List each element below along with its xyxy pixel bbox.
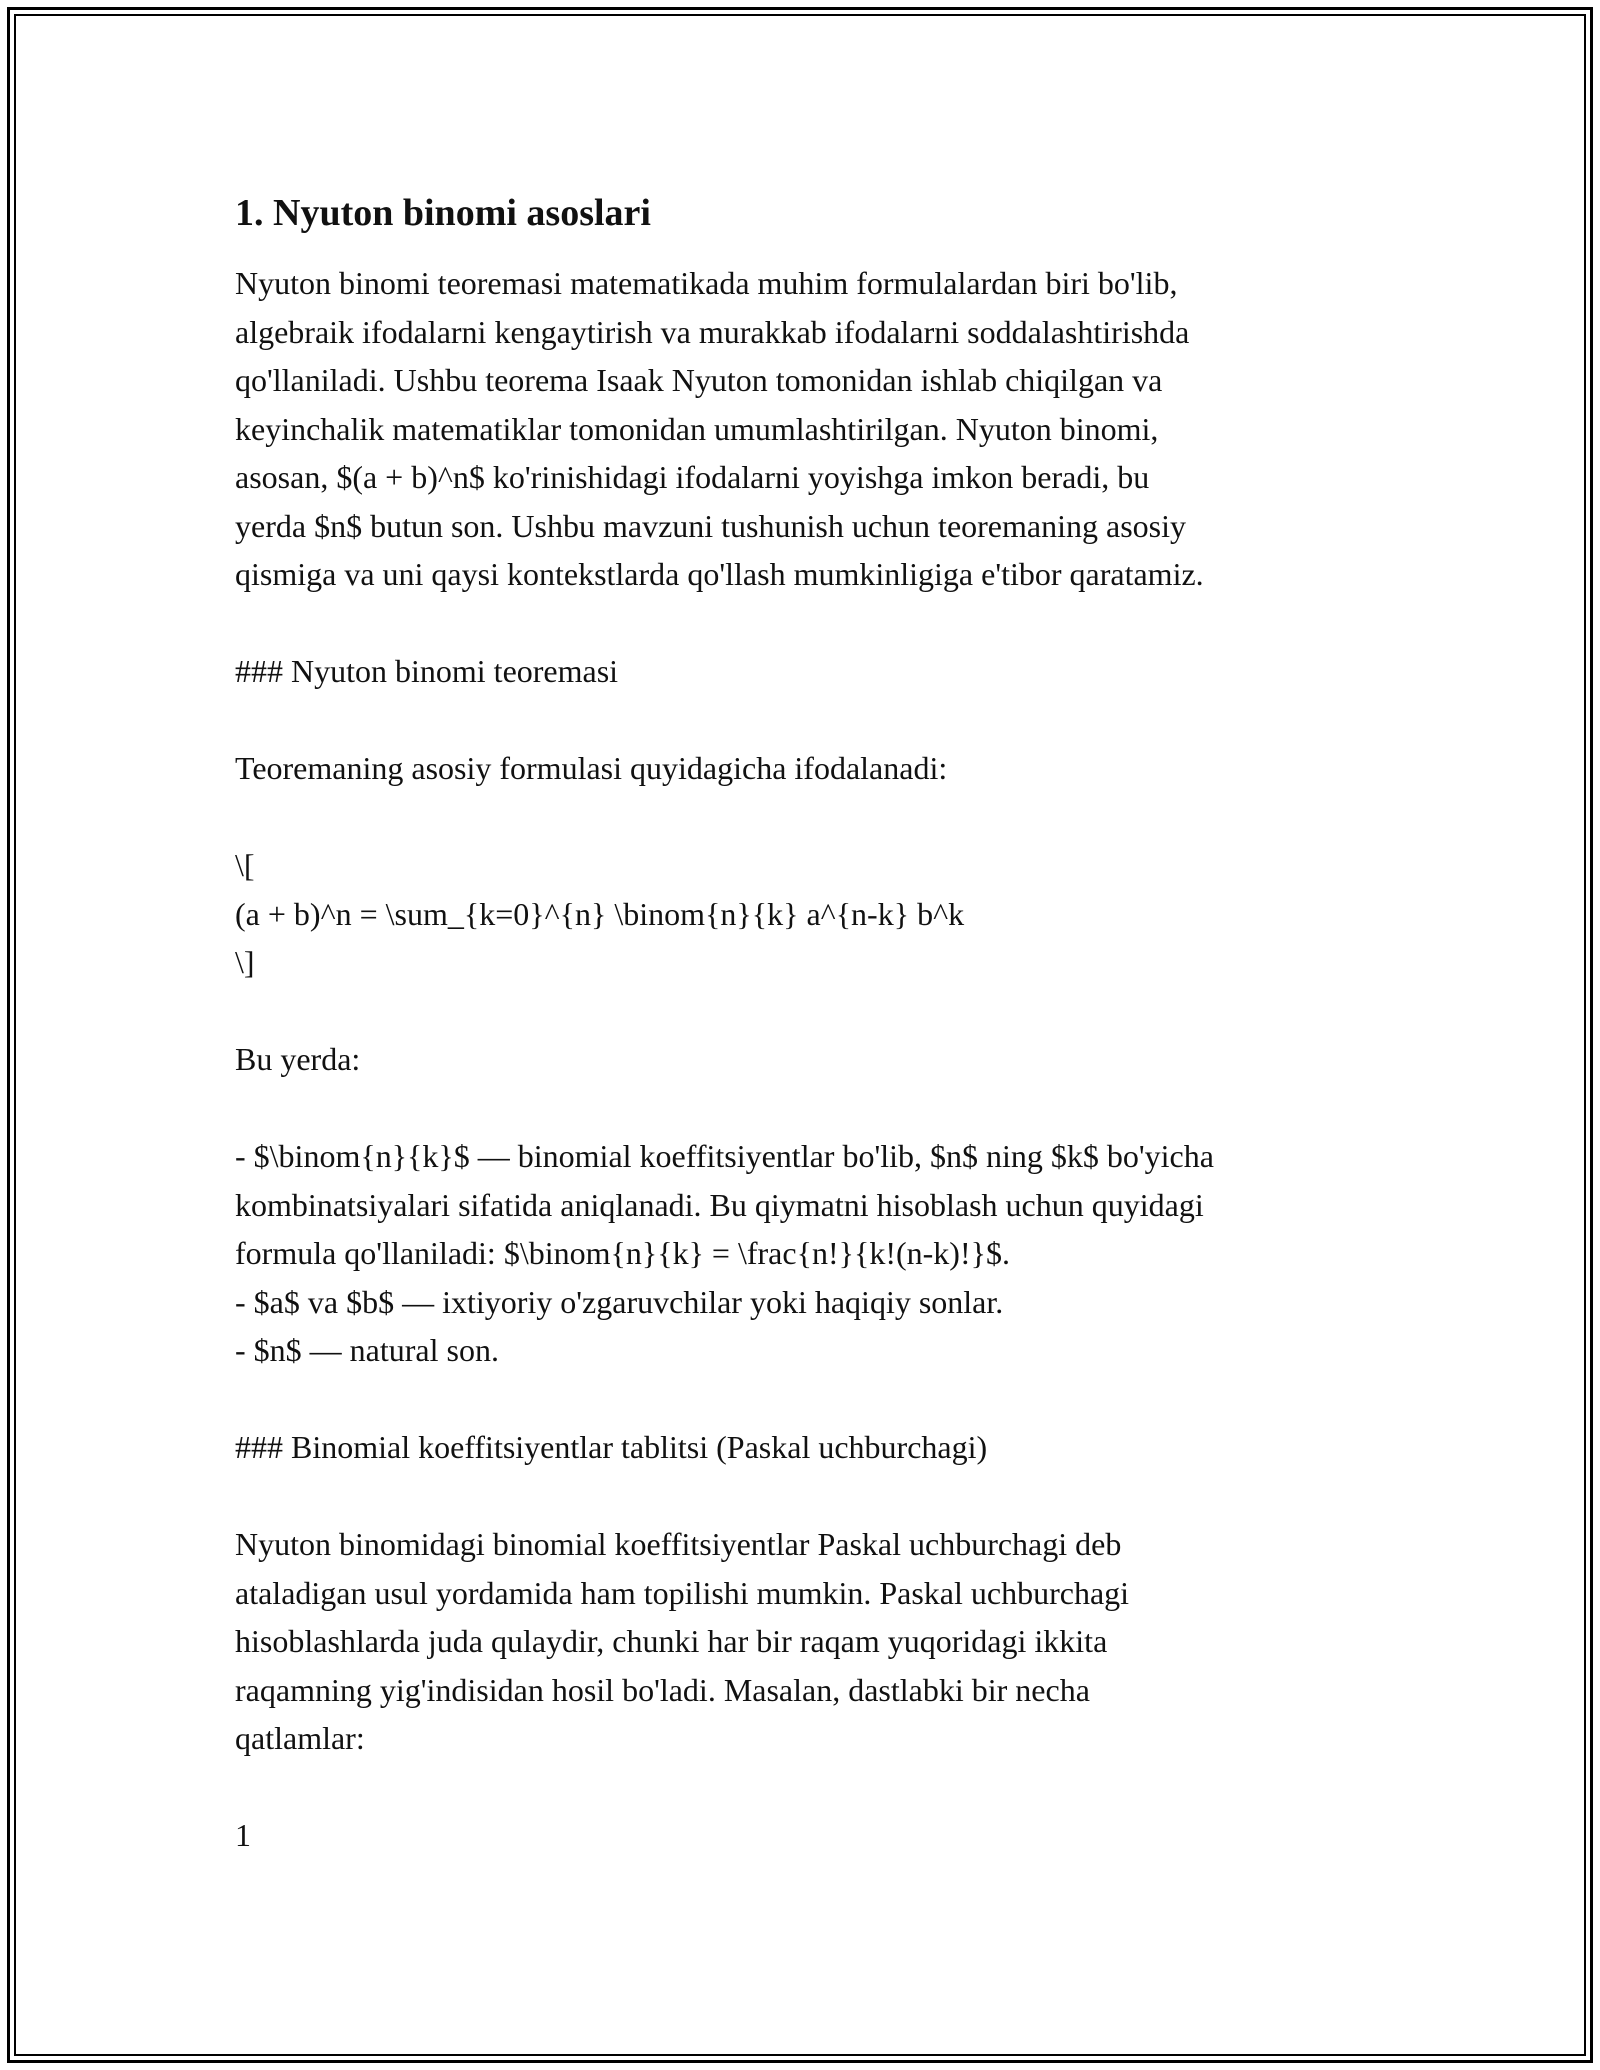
text-line: yerda $n$ butun son. Ushbu mavzuni tushunish uchun teoremaning asosiy: [235, 507, 1186, 544]
text-line: raqamning yig'indisidan hosil bo'ladi. Masalan, dastlabki bir necha: [235, 1671, 1090, 1708]
list-item: - $a$ va $b$ — ixtiyoriy o'zgaruvchilar yoki haqiqiy sonlar.: [235, 1283, 1004, 1320]
list-item: formula qo'llaniladi: $\binom{n}{k} = \frac{n!}{k!(n-k)!}$.: [235, 1235, 1010, 1271]
blank-line: [235, 696, 1395, 745]
formula-line: \[: [235, 847, 255, 883]
list-item: - $\binom{n}{k}$ — binomial koeffitsiyentlar bo'lib, $n$ ning $k$ bo'yicha: [235, 1138, 1214, 1174]
text-line: qo'llaniladi. Ushbu teorema Isaak Nyuton tomonidan ishlab chiqilgan va: [235, 362, 1163, 398]
blank-line: [235, 1763, 1395, 1812]
list-item: kombinatsiyalari sifatida aniqlanadi. Bu qiymatni hisoblash uchun quyidagi: [235, 1186, 1204, 1223]
text-line: qismiga va uni qaysi kontekstlarda qo'llash mumkinligiga e'tibor qaratamiz.: [235, 556, 1204, 592]
pascal-row: 1: [235, 1817, 251, 1853]
text-line: Nyuton binomi teoremasi matematikada muhim formulalardan biri bo'lib,: [235, 265, 1178, 301]
text-line: ataladigan usul yordamida ham topilishi mumkin. Paskal uchburchagi: [235, 1574, 1130, 1611]
formula-intro: Teoremaning asosiy formulasi quyidagicha ifodalanadi:: [235, 750, 948, 786]
formula-line: (a + b)^n = \sum_{k=0}^{n} \binom{n}{k} a^{n-k} b^k: [235, 895, 965, 932]
text-line: hisoblashlarda juda qulaydir, chunki har bir raqam yuqoridagi ikkita: [235, 1623, 1108, 1659]
section-title: 1. Nyuton binomi asoslari: [235, 192, 651, 234]
blank-line: [235, 793, 1395, 842]
formula-line: \]: [235, 944, 255, 980]
list-item: - $n$ — natural son.: [235, 1332, 499, 1368]
text-line: keyinchalik matematiklar tomonidan umumlashtirilgan. Nyuton binomi,: [235, 410, 1159, 447]
text-line: qatlamlar:: [235, 1720, 365, 1756]
pascal-paragraph: [235, 1520, 1395, 1763]
text-line: Nyuton binomidagi binomial koeffitsiyentlar Paskal uchburchagi deb: [235, 1526, 1122, 1562]
intro-paragraph: [235, 259, 1395, 599]
definition-list: [235, 1132, 1395, 1375]
blank-line: [235, 1472, 1395, 1521]
blank-line: [235, 1375, 1395, 1424]
text-line: algebraik ifodalarni kengaytirish va murakkab ifodalarni soddalashtirishda: [235, 313, 1190, 350]
blank-line: [235, 1084, 1395, 1133]
subheading-teorema: ### Nyuton binomi teoremasi: [235, 653, 619, 689]
formula-block: [235, 841, 1395, 987]
bu-yerda-label: Bu yerda:: [235, 1041, 361, 1077]
subheading-paskal: ### Binomial koeffitsiyentlar tablitsi (Paskal uchburchagi): [235, 1429, 988, 1465]
document-body: [235, 185, 1395, 1860]
blank-line: [235, 987, 1395, 1036]
blank-line: [235, 599, 1395, 648]
text-line: asosan, $(a + b)^n$ ko'rinishidagi ifodalarni yoyishga imkon beradi, bu: [235, 459, 1150, 495]
